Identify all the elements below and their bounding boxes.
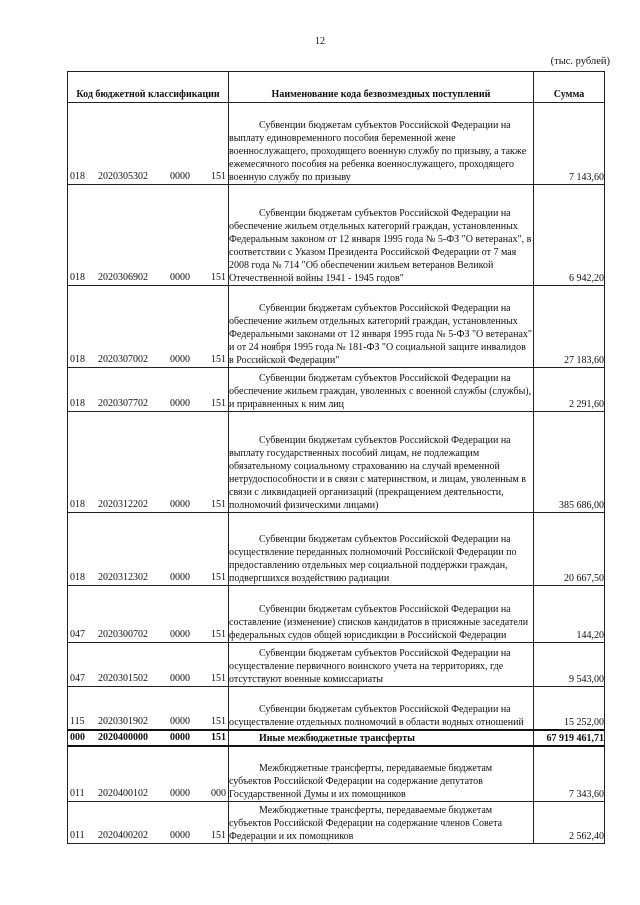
- row-name: Межбюджетные трансферты, передаваемые бюджетам субъектов Российской Федерации на содержание членов Совета Федерации и их помощников: [229, 805, 503, 842]
- row-sum: 6 942,20: [534, 185, 605, 286]
- budget-code: 2020306902: [98, 272, 148, 283]
- subtype-code: 0000: [170, 572, 190, 583]
- row-name: Субвенции бюджетам субъектов Российской Федерации на осуществление отдельных полномочий в области водных отношений: [229, 703, 524, 728]
- row-name: Субвенции бюджетам субъектов Российской Федерации на осуществление первичного воинского учета на территориях, где отсутствуют военные комиссариаты: [229, 648, 511, 685]
- admin-code: 018: [70, 171, 85, 182]
- subtype-code: 0000: [170, 171, 190, 182]
- budget-code: 2020400202: [98, 830, 148, 841]
- admin-code: 047: [70, 673, 85, 684]
- econ-code: 151: [211, 272, 226, 283]
- row-code-cell: [68, 586, 229, 643]
- econ-code: 000: [211, 788, 226, 799]
- header-name: Наименование кода безвозмездных поступлений: [229, 72, 534, 103]
- row-name-cell: [229, 513, 534, 586]
- admin-code: 011: [70, 788, 85, 799]
- econ-code: 151: [211, 499, 226, 510]
- row-sum: 7 343,60: [534, 746, 605, 802]
- table-row: [68, 103, 605, 185]
- admin-code: 011: [70, 830, 85, 841]
- row-sum: 27 183,60: [534, 286, 605, 368]
- units-label: (тыс. рублей): [550, 56, 610, 67]
- econ-code: 151: [211, 830, 226, 841]
- row-code-cell: [68, 730, 229, 746]
- row-sum: 20 667,50: [534, 513, 605, 586]
- table-row: [68, 513, 605, 586]
- table-body: [68, 103, 605, 844]
- row-name: Субвенции бюджетам субъектов Российской Федерации на осуществление переданных полномочий Российской Федерации по предоставлению отдельных мер социальной поддержки граждан, подвергшихся воздействию радиации: [229, 534, 517, 584]
- page-number: 12: [315, 36, 325, 47]
- budget-code: 2020307002: [98, 354, 148, 365]
- admin-code: 018: [70, 354, 85, 365]
- budget-code: 2020305302: [98, 171, 148, 182]
- row-name: Иные межбюджетные трансферты: [259, 732, 415, 744]
- table-row: [68, 412, 605, 513]
- admin-code: 115: [70, 715, 85, 727]
- econ-code: 151: [211, 715, 226, 727]
- row-code-cell: [68, 802, 229, 844]
- row-name-cell: [229, 730, 534, 746]
- budget-code: 2020301902: [98, 715, 148, 727]
- row-name-cell: [229, 103, 534, 185]
- row-name-cell: [229, 286, 534, 368]
- row-name: Субвенции бюджетам субъектов Российской Федерации на составление (изменение) списков кандидатов в присяжные заседатели федеральных судов общей юрисдикции в Российской Федерации: [229, 604, 529, 641]
- subtype-code: 0000: [170, 731, 190, 743]
- budget-code: 2020400102: [98, 788, 148, 799]
- table-row: [68, 730, 605, 746]
- row-code-cell: [68, 103, 229, 185]
- row-name-cell: [229, 802, 534, 844]
- table-row: [68, 687, 605, 730]
- budget-table: [67, 71, 605, 844]
- row-name-cell: [229, 185, 534, 286]
- econ-code: 151: [211, 398, 226, 409]
- table-row: [68, 746, 605, 802]
- row-name-cell: [229, 368, 534, 412]
- admin-code: 018: [70, 572, 85, 583]
- budget-code: 2020312202: [98, 499, 148, 510]
- table-row: [68, 185, 605, 286]
- row-code-cell: [68, 412, 229, 513]
- row-code-cell: [68, 368, 229, 412]
- row-sum: 7 143,60: [534, 103, 605, 185]
- subtype-code: 0000: [170, 354, 190, 365]
- row-name: Межбюджетные трансферты, передаваемые бюджетам субъектов Российской Федерации на содержание депутатов Государственной Думы и их помощников: [229, 763, 493, 800]
- budget-code: 2020400000: [98, 731, 148, 743]
- row-name-cell: [229, 643, 534, 687]
- budget-code: 2020300702: [98, 629, 148, 640]
- table-row: [68, 643, 605, 687]
- admin-code: 018: [70, 398, 85, 409]
- table-row: [68, 802, 605, 844]
- table-header-row: [68, 72, 605, 103]
- subtype-code: 0000: [170, 272, 190, 283]
- econ-code: 151: [211, 629, 226, 640]
- table-row: [68, 586, 605, 643]
- row-name-cell: [229, 586, 534, 643]
- header-code: Код бюджетной классификации: [68, 72, 229, 103]
- table-row: [68, 368, 605, 412]
- subtype-code: 0000: [170, 830, 190, 841]
- row-sum: 144,20: [534, 586, 605, 643]
- row-name: Субвенции бюджетам субъектов Российской Федерации на обеспечение жильем граждан, уволенных с военной службы (службы), и приравненных к ним лиц: [229, 373, 532, 410]
- row-code-cell: [68, 746, 229, 802]
- econ-code: 151: [211, 572, 226, 583]
- admin-code: 000: [70, 731, 85, 743]
- econ-code: 151: [211, 354, 226, 365]
- header-sum: Сумма: [534, 72, 605, 103]
- row-name: Субвенции бюджетам субъектов Российской Федерации на выплату государственных пособий лицам, не подлежащим обязательному социальному страхованию на случай временной нетрудоспособности и в связи с материнством, и лицам, уволенным в связи с ликвидацией организаций (прекращением деятельности, полномочий физическими лицами): [229, 435, 526, 511]
- row-code-cell: [68, 185, 229, 286]
- row-name-cell: [229, 412, 534, 513]
- subtype-code: 0000: [170, 788, 190, 799]
- row-code-cell: [68, 643, 229, 687]
- subtype-code: 0000: [170, 499, 190, 510]
- econ-code: 151: [211, 171, 226, 182]
- budget-code: 2020301502: [98, 673, 148, 684]
- admin-code: 018: [70, 272, 85, 283]
- subtype-code: 0000: [170, 629, 190, 640]
- table-row: [68, 286, 605, 368]
- row-sum: 15 252,00: [534, 687, 605, 730]
- row-name-cell: [229, 746, 534, 802]
- econ-code: 151: [211, 731, 226, 743]
- row-sum: 67 919 461,71: [534, 730, 605, 746]
- admin-code: 018: [70, 499, 85, 510]
- subtype-code: 0000: [170, 398, 190, 409]
- row-code-cell: [68, 687, 229, 730]
- subtype-code: 0000: [170, 673, 190, 684]
- row-sum: 385 686,00: [534, 412, 605, 513]
- row-name-cell: [229, 687, 534, 730]
- row-sum: 2 291,60: [534, 368, 605, 412]
- budget-code: 2020312302: [98, 572, 148, 583]
- row-code-cell: [68, 513, 229, 586]
- row-code-cell: [68, 286, 229, 368]
- row-name: Субвенции бюджетам субъектов Российской Федерации на обеспечение жильем отдельных категорий граждан, установленных Федеральными законами от 12 января 1995 года № 5-ФЗ "О ветеранах" и от 24 ноября 1995 года № 181-ФЗ "О социальной защите инвалидов в Российской Федерации": [229, 303, 532, 366]
- admin-code: 047: [70, 629, 85, 640]
- subtype-code: 0000: [170, 715, 190, 727]
- row-name: Субвенции бюджетам субъектов Российской Федерации на выплату единовременного пособия беременной жене военнослужащего, проходящего военную службу по призыву, а также ежемесячного пособия на ребенка военнослужащего, проходящего военную службу по призыву: [229, 120, 527, 183]
- budget-code: 2020307702: [98, 398, 148, 409]
- econ-code: 151: [211, 673, 226, 684]
- row-name: Субвенции бюджетам субъектов Российской Федерации на обеспечение жильем отдельных категорий граждан, установленных Федеральным законом от 12 января 1995 года № 5-ФЗ "О ветеранах", в соответствии с Указом Президента Российской Федерации от 7 мая 2008 года № 714 "Об обеспечении жильем ветеранов Великой Отечественной войны 1941 - 1945 годов": [229, 208, 532, 284]
- row-sum: 2 562,40: [534, 802, 605, 844]
- row-sum: 9 543,00: [534, 643, 605, 687]
